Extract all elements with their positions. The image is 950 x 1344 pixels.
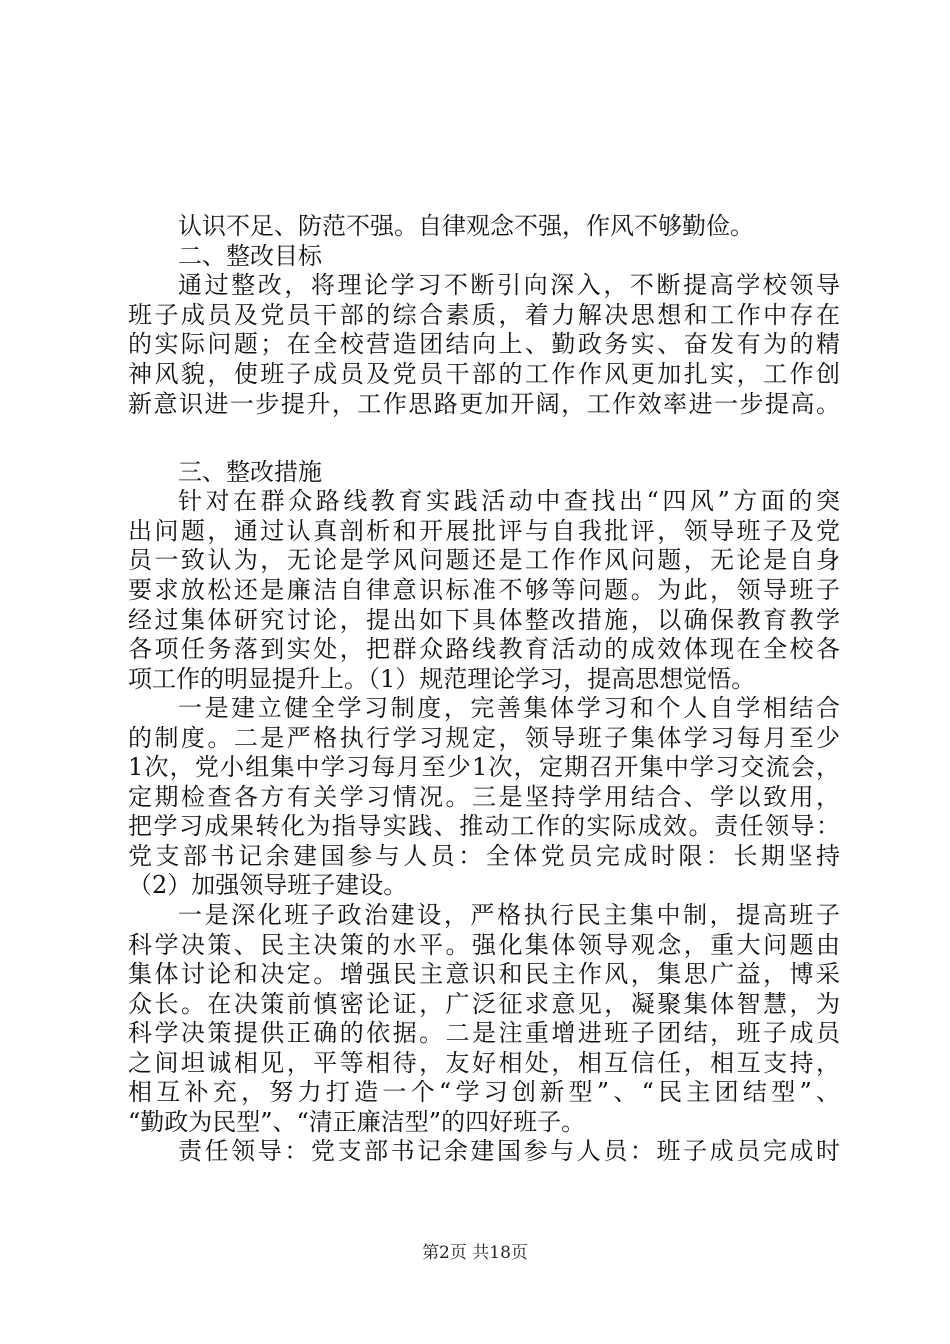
body-text-line: 新意识进一步提升，工作思路更加开阔，工作效率进一步提高。 — [128, 390, 840, 418]
body-text-line: 三、整改措施 — [178, 458, 322, 486]
body-text-line: 党支部书记余建国参与人员：全体党员完成时限：长期坚持 — [128, 842, 840, 870]
body-text-line: 认识不足、防范不强。自律观念不强，作风不够勤俭。 — [178, 212, 754, 240]
body-text-line: 一是深化班子政治建设，严格执行民主集中制，提高班子 — [178, 901, 840, 929]
body-text-line: “勤政为民型”、“清正廉洁型”的四好班子。 — [128, 1108, 586, 1136]
body-text-line: 之间坦诚相见，平等相待，友好相处，相互信任，相互支持， — [128, 1049, 840, 1077]
body-text-line: 集体讨论和决定。增强民主意识和民主作风，集思广益，博采 — [128, 960, 840, 988]
body-text-line: 众长。在决策前慎密论证，广泛征求意见，凝聚集体智慧，为 — [128, 990, 840, 1018]
body-text-line: 班子成员及党员干部的综合素质，着力解决思想和工作中存在 — [128, 301, 840, 329]
body-text-line: 通过整改，将理论学习不断引向深入，不断提高学校领导 — [178, 271, 840, 299]
body-text-line: 员一致认为，无论是学风问题还是工作作风问题，无论是自身 — [128, 546, 840, 574]
body-text-line: 各项任务落到实处，把群众路线教育活动的成效体现在全校各 — [128, 635, 840, 663]
body-text-line: 经过集体研究讨论，提出如下具体整改措施，以确保教育教学 — [128, 606, 840, 634]
body-text-line: 项工作的明显提升上。（1）规范理论学习，提高思想觉悟。 — [128, 665, 756, 693]
body-text-line: 神风貌，使班子成员及党员干部的工作作风更加扎实，工作创 — [128, 360, 840, 388]
body-text-line: 的制度。二是严格执行学习规定，领导班子集体学习每月至少 — [128, 724, 840, 752]
body-text-line: 责任领导：党支部书记余建国参与人员：班子成员完成时 — [178, 1137, 840, 1165]
body-text-line: 针对在群众路线教育实践活动中查找出“四风”方面的突 — [178, 487, 840, 515]
body-text-line: 一是建立健全学习制度，完善集体学习和个人自学相结合 — [178, 694, 840, 722]
body-text-line: 把学习成果转化为指导实践、推动工作的实际成效。责任领导： — [128, 812, 840, 840]
body-text-line: 的实际问题；在全校营造团结向上、勤政务实、奋发有为的精 — [128, 330, 840, 358]
body-text-line: （2）加强领导班子建设。 — [128, 871, 408, 899]
body-text-line: 相互补充，努力打造一个“学习创新型”、“民主团结型”、 — [128, 1078, 840, 1106]
body-text-line: 要求放松还是廉洁自律意识标准不够等问题。为此，领导班子 — [128, 576, 840, 604]
body-text-line: 出问题，通过认真剖析和开展批评与自我批评，领导班子及党 — [128, 517, 840, 545]
body-text-line: 科学决策提供正确的依据。二是注重增进班子团结，班子成员 — [128, 1019, 840, 1047]
body-text-line: 定期检查各方有关学习情况。三是坚持学用结合、学以致用， — [128, 783, 840, 811]
body-text-line: 科学决策、民主决策的水平。强化集体领导观念，重大问题由 — [128, 931, 840, 959]
body-text-line: 二、整改目标 — [178, 242, 322, 270]
body-text-line: 1次，党小组集中学习每月至少1次，定期召开集中学习交流会， — [128, 753, 840, 781]
page-footer: 第2页 共18页 — [422, 1243, 528, 1263]
